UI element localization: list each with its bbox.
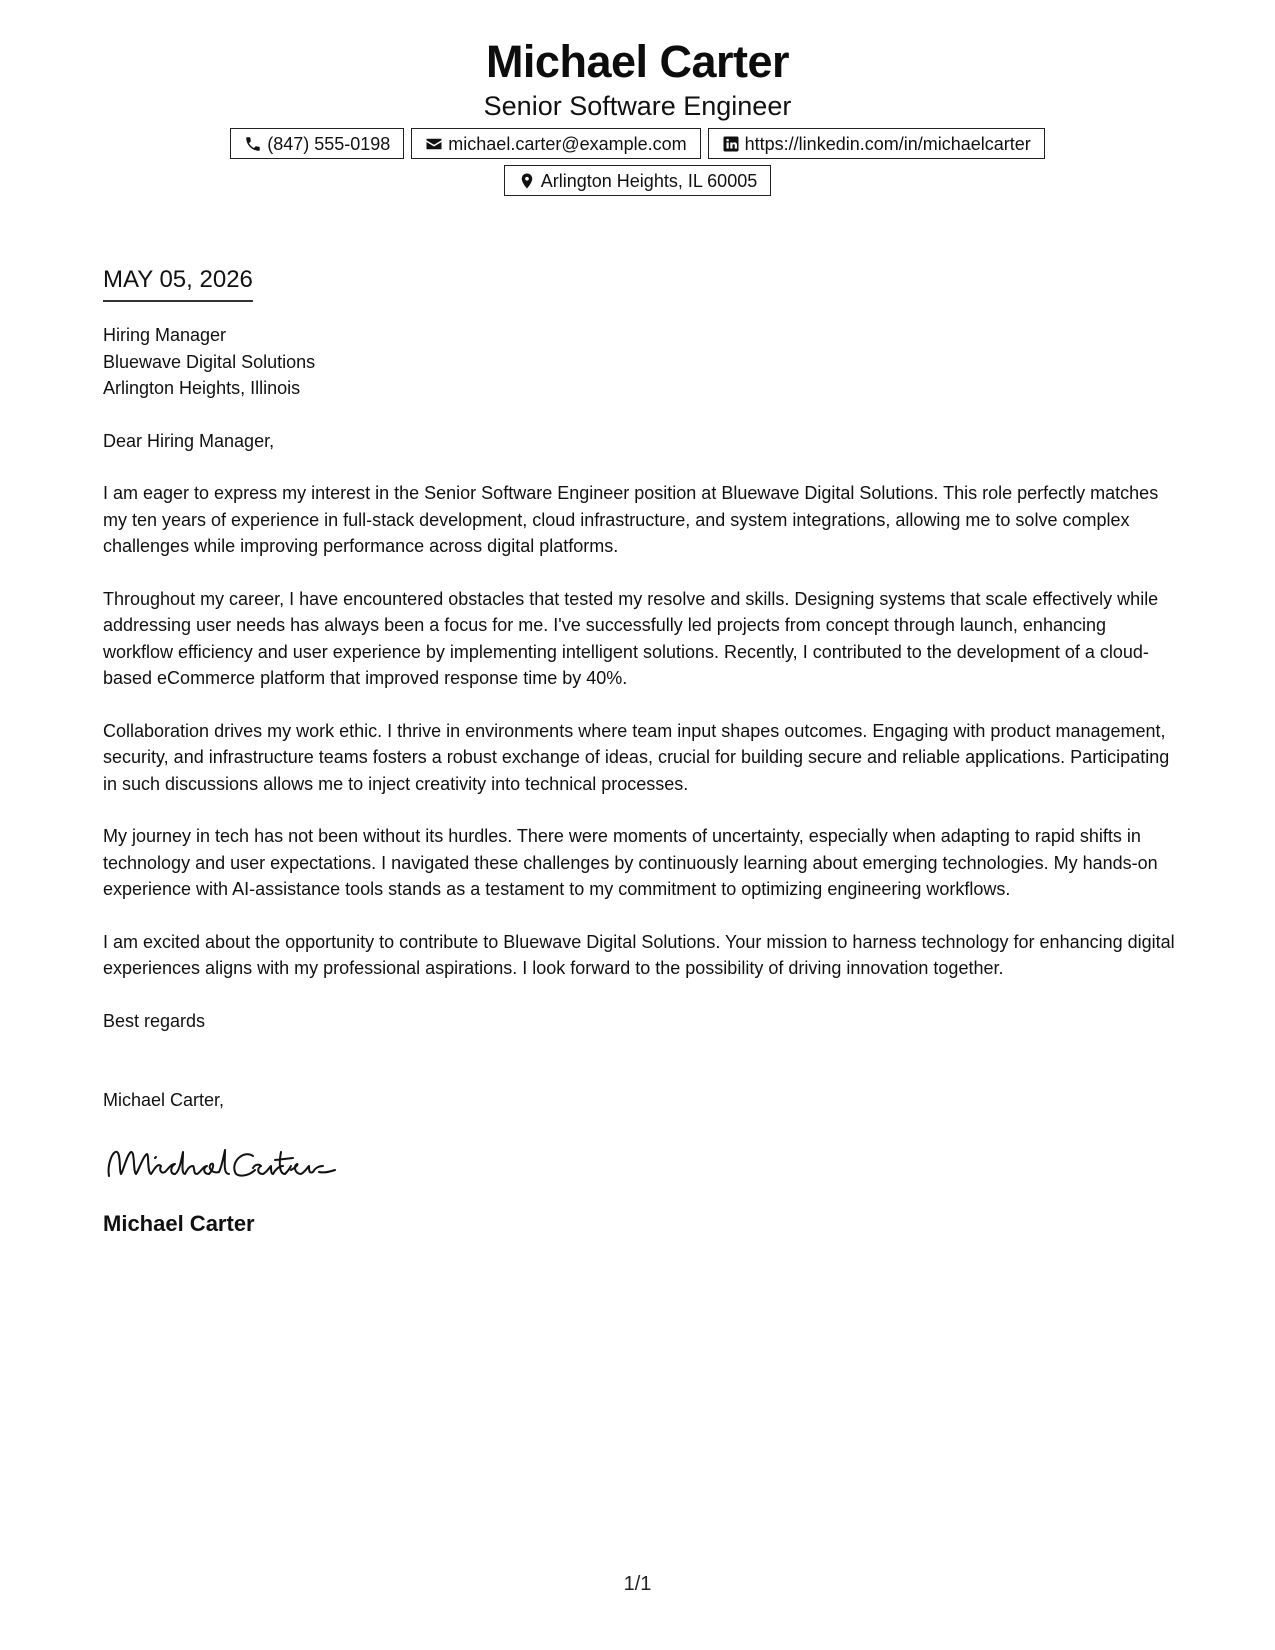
linkedin-icon <box>722 135 740 153</box>
recipient-line: Bluewave Digital Solutions <box>103 351 316 372</box>
envelope-icon <box>425 135 443 153</box>
recipient-block <box>103 322 1178 402</box>
contact-email[interactable] <box>411 128 700 159</box>
body-paragraph: My journey in tech has not been without its hurdles. There were moments of uncertainty, especially when adapting to rapid shifts in technology and user expectations. I navigated these challenges by continuously learning about emerging technologies. My hands-on experience with AI-assistance tools stands as a testament to my commitment to optimizing engineering workflows. <box>103 826 1158 899</box>
closing: Best regards <box>103 1010 206 1031</box>
letter-date: MAY 05, 2026 <box>103 266 253 293</box>
recipient-line: Arlington Heights, Illinois <box>103 378 301 398</box>
contact-phone <box>230 128 404 159</box>
page-number: 1/1 <box>623 1573 652 1595</box>
handwritten-signature <box>103 1142 343 1192</box>
letter-header <box>0 34 1275 196</box>
salutation: Dear Hiring Manager, <box>103 430 275 451</box>
body-paragraph: I am excited about the opportunity to contribute to Bluewave Digital Solutions. Your mission to harness technology for enhancing digital experiences aligns with my professional aspirations. I look forward to the possibility of driving innovation together. <box>103 931 1175 978</box>
contact-location <box>504 165 771 196</box>
email-address: michael.carter@example.com <box>448 133 687 154</box>
signer-line: Michael Carter, <box>103 1090 225 1110</box>
applicant-name: Michael Carter <box>485 36 790 87</box>
contact-linkedin[interactable] <box>708 128 1045 159</box>
phone-icon <box>244 135 262 153</box>
body-paragraph: Throughout my career, I have encountered obstacles that tested my resolve and skills. Designing systems that scale effectively while addressing user needs has always been a focus for me. I've successfully led projects from concept through launch, enhancing workflow efficiency and user experience by implementing intelligent solutions. Recently, I contributed to the development of a cloud-based eCommerce platform that improved response time by 40%. <box>103 588 1159 688</box>
phone-number: (847) 555-0198 <box>267 133 391 154</box>
letter-body <box>103 266 1178 1238</box>
contact-list <box>0 128 1275 159</box>
map-marker-icon <box>518 172 536 190</box>
location-text: Arlington Heights, IL 60005 <box>540 170 758 191</box>
applicant-title: Senior Software Engineer <box>483 91 792 121</box>
signature-name: Michael Carter <box>103 1210 255 1236</box>
date-block <box>103 266 253 302</box>
recipient-line: Hiring Manager <box>103 325 227 345</box>
body-paragraph: Collaboration drives my work ethic. I thrive in environments where team input shapes outcomes. Engaging with product management, security, and infrastructure teams fosters a robust exchange of ideas, crucial for building secure and reliable applications. Participating in such discussions allows me to inject creativity into technical processes. <box>103 720 1170 794</box>
linkedin-url: https://linkedin.com/in/michaelcarter <box>744 133 1031 154</box>
body-paragraph: I am eager to express my interest in the Senior Software Engineer position at Bluewave Digital Solutions. This role perfectly matches my ten years of experience in full-stack development, cloud infrastructure, and system integrations, allowing me to solve complex challenges while improving performance across digital platforms. <box>103 483 1159 556</box>
